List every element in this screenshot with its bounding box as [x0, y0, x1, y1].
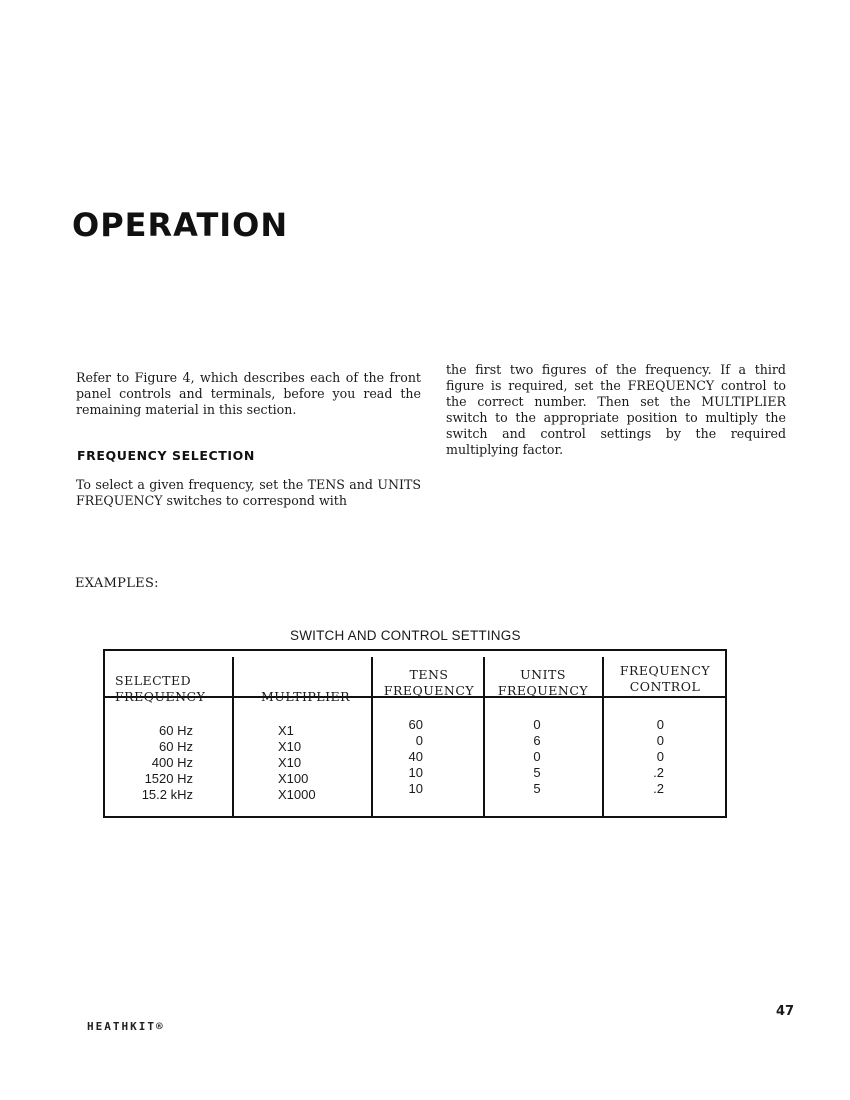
table-cell: 0 — [656, 717, 664, 732]
frequency-paragraph-right: the first two figures of the frequency. If a third figure is required, set the FREQUENCY control to the correct number. Then set the MULTIPLIER switch to the appropriate position to multiply the switch and control settings by the required multiplying factor. — [446, 362, 786, 457]
header-frequency-control — [605, 663, 725, 695]
table-cell: 15.2 kHz — [141, 787, 193, 802]
page-number: 47 — [776, 1004, 795, 1019]
settings-table — [103, 649, 727, 818]
header-multiplier: MULTIPLIER — [261, 689, 351, 704]
header-text: CONTROL — [629, 679, 701, 694]
table-title: SWITCH AND CONTROL SETTINGS — [290, 628, 521, 643]
table-cell: X1000 — [278, 787, 316, 802]
header-text: TENS — [409, 667, 449, 682]
heathkit-logo: HEATHKIT® — [87, 1020, 165, 1033]
column-multiplier — [278, 723, 316, 803]
header-text: FREQUENCY — [619, 663, 711, 678]
intro-paragraph: Refer to Figure 4, which describes each of the front panel controls and terminals, before you read the remaining material in this section. — [76, 370, 421, 417]
table-cell: 400 Hz — [151, 755, 193, 770]
column-units-frequency — [527, 717, 547, 797]
column-frequency-control — [642, 717, 664, 797]
table-cell: 10 — [408, 765, 423, 780]
table-cell: 0 — [533, 717, 541, 732]
table-cell: 40 — [408, 749, 423, 764]
table-cell: 10 — [408, 781, 423, 796]
header-selected-frequency — [115, 673, 205, 705]
table-cell: X10 — [278, 739, 302, 754]
table-column-divider — [371, 657, 373, 816]
examples-label: EXAMPLES: — [75, 576, 159, 591]
page-title: OPERATION — [72, 206, 289, 244]
column-selected-frequency — [105, 723, 193, 803]
header-text: SELECTED — [115, 673, 192, 688]
table-cell: 5 — [533, 781, 541, 796]
table-cell: 60 Hz — [159, 723, 193, 738]
column-tens-frequency — [395, 717, 423, 797]
table-cell: X100 — [278, 771, 309, 786]
header-units-frequency — [486, 667, 600, 699]
table-cell: 60 — [408, 717, 423, 732]
table-column-divider — [602, 657, 604, 816]
table-column-divider — [232, 657, 234, 816]
table-cell: 0 — [415, 733, 423, 748]
table-cell: .2 — [653, 765, 664, 780]
table-column-divider — [483, 657, 485, 816]
section-heading-frequency-selection: FREQUENCY SELECTION — [77, 448, 255, 463]
table-cell: 0 — [656, 749, 664, 764]
table-cell: 5 — [533, 765, 541, 780]
header-text: FREQUENCY — [383, 683, 475, 698]
header-tens-frequency — [375, 667, 483, 699]
table-cell: 6 — [533, 733, 541, 748]
table-cell: .2 — [653, 781, 664, 796]
table-cell: X10 — [278, 755, 302, 770]
frequency-paragraph-left: To select a given frequency, set the TENS and UNITS FREQUENCY switches to correspond with — [76, 477, 421, 508]
header-text: FREQUENCY — [497, 683, 589, 698]
table-cell: 1520 Hz — [144, 771, 193, 786]
header-text: UNITS — [520, 667, 566, 682]
table-cell: 0 — [533, 749, 541, 764]
header-text: FREQUENCY — [115, 689, 206, 704]
table-cell: 60 Hz — [159, 739, 193, 754]
table-cell: 0 — [656, 733, 664, 748]
table-cell: X1 — [278, 723, 294, 738]
